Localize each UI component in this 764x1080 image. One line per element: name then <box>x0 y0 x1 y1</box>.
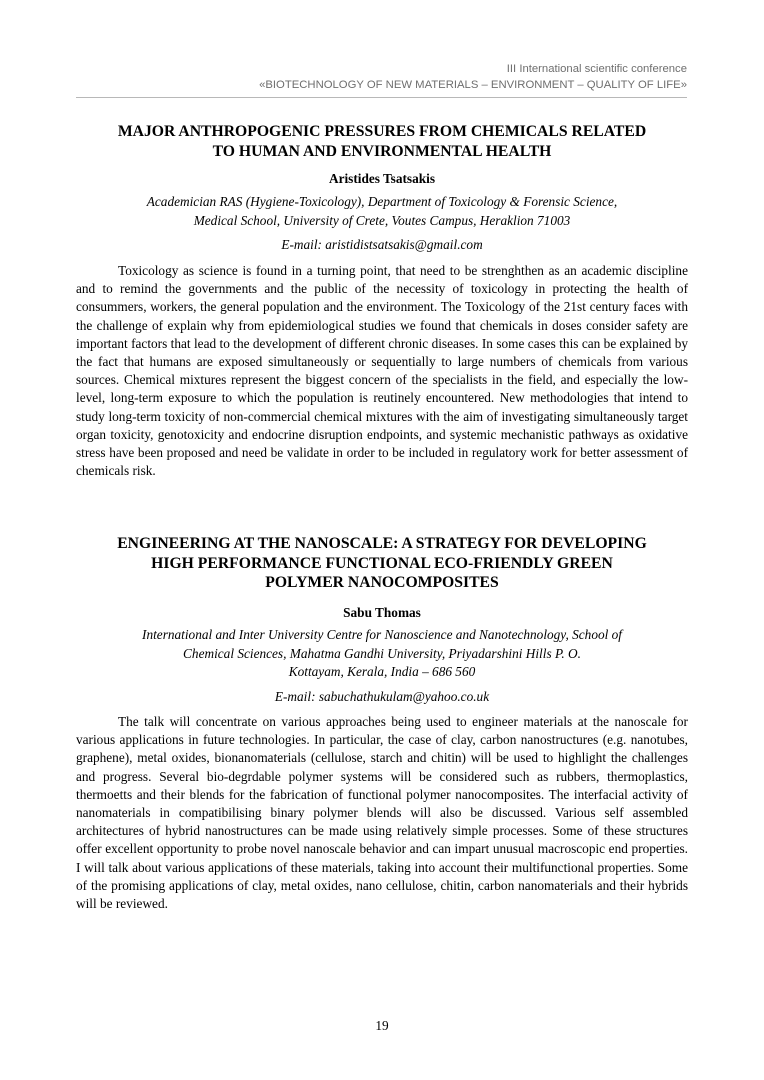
page-number: 19 <box>375 1018 389 1033</box>
article-1-email: E-mail: aristidistsatsakis@gmail.com <box>281 237 483 252</box>
conference-header-line-2: «BIOTECHNOLOGY OF NEW MATERIALS – ENVIRONMENT – QUALITY OF LIFE» <box>259 79 687 91</box>
article-2-abstract: The talk will concentrate on various approaches being used to engineer materials at the nanoscale for various applications in future technologies. In particular, the case of clay, carbon nanostructures (e.g. nanotubes, graphene), metal oxides, bionanomaterials (cellulose, starch and chitin) will be used to highlight the challenges and progress. Several bio-degrdable polymer systems will be considered such as rubbers, thermoplastics, thermoetts and their blends for the fabrication of functional polymer nanocomposites. The interfacial activity of nanomaterials in compatibilising binary polymer blends will also be discussed. Various self assembled architectures of hybrid nanostructures can be made using relatively simple processes. Some of these structures offer excellent opportunity to probe novel nanoscale behavior and can impart unusual macroscopic end properties. I will talk about various applications of these materials, taking into account their multifunctional properties. Some of the promising applications of clay, metal oxides, nano cellulose, chitin, carbon nanomaterials and their hybrids will be reviewed. <box>76 714 688 912</box>
article-1-abstract: Toxicology as science is found in a turning point, that need to be strenghthen as an academic discipline and to remind the governments and the public of the necessity of toxicology in protecting the health of consummers, workers, the general population and the environment. The Toxicology of the 21st century faces with the challenge of explain why from epidemiological studies we found that chemicals in doses consider safety are important factors that lead to the development of different chronic diseases. In some cases this can be explained by the fact that humans are exposed simultaneously or sequentially to large numbers of chemicals from various sources. Chemical mixtures represent the biggest concern of the specialists in the field, and especially the low-level, long-term exposure to which the population is reutinely encountered. New methodologies that intend to study long-term toxicity of non-commercial chemical mixtures with the aim of investigating simultaneously target organ toxicity, genotoxicity and endocrine disruption endpoints, and systemic mechanistic pathways as oxidative stress have been proposed and need be validate in order to be included in regulatory work for better assessment of chemicals risk. <box>76 263 688 479</box>
article-2-title-line: HIGH PERFORMANCE FUNCTIONAL ECO-FRIENDLY GREEN <box>151 554 613 572</box>
article-1-affiliation-line: Medical School, University of Crete, Voutes Campus, Heraklion 71003 <box>193 212 571 228</box>
article-1-affiliation <box>76 193 688 230</box>
article-2-title <box>76 534 688 593</box>
article-2-affiliation-line: International and Inter University Centre for Nanoscience and Nanotechnology, School of <box>142 627 622 642</box>
article-2-title-line: POLYMER NANOCOMPOSITES <box>265 574 499 591</box>
article-2-author: Sabu Thomas <box>343 605 421 620</box>
conference-header <box>259 61 687 93</box>
article-1-author: Aristides Tsatsakis <box>328 171 436 186</box>
article-2-email: E-mail: sabuchathukulam@yahoo.co.uk <box>274 689 490 704</box>
article-2-affiliation-line: Kottayam, Kerala, India – 686 560 <box>288 664 476 679</box>
article-1-affiliation-line: Academician RAS (Hygiene-Toxicology), Department of Toxicology & Forensic Science, <box>146 194 618 209</box>
article-2-affiliation-line: Chemical Sciences, Mahatma Gandhi University, Priyadarshini Hills P. O. <box>183 645 581 661</box>
article-1-title <box>76 122 688 161</box>
header-rule <box>76 97 687 98</box>
article-1-title-line: MAJOR ANTHROPOGENIC PRESSURES FROM CHEMICALS RELATED <box>117 123 647 140</box>
article-2-affiliation <box>76 626 688 682</box>
conference-header-line-1: III International scientific conference <box>506 63 687 75</box>
article-1-title-line: TO HUMAN AND ENVIRONMENTAL HEALTH <box>212 142 552 160</box>
article-2-title-line: ENGINEERING AT THE NANOSCALE: A STRATEGY FOR DEVELOPING <box>117 535 647 552</box>
